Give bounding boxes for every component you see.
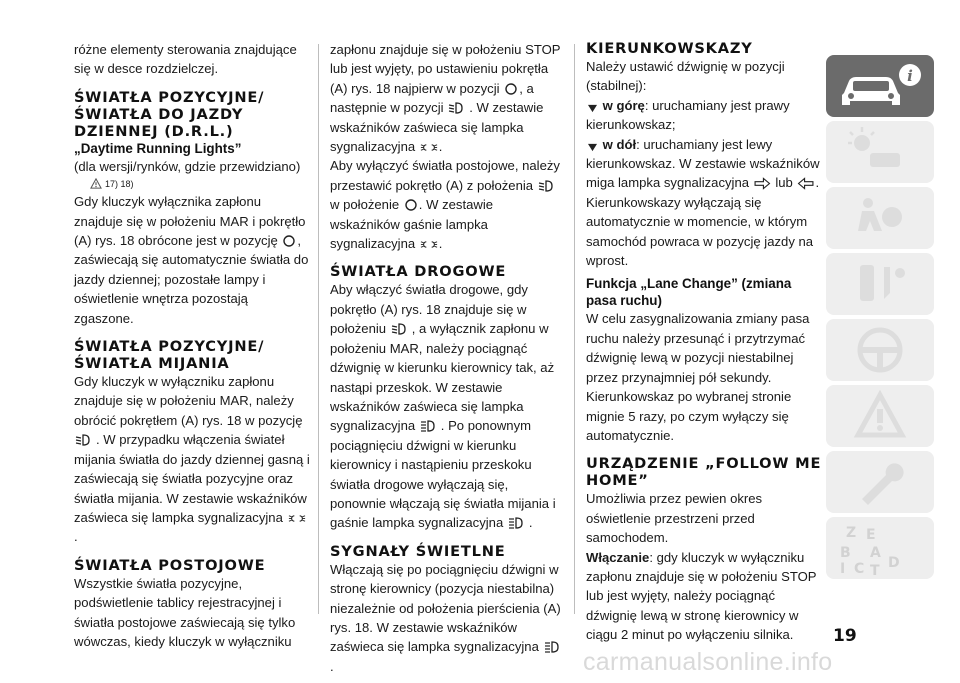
indicators-auto-off: Kierunkowskazy wyłączają się automatycznie w momencie, w którym samochód powraca w pozycję jazdy na wprost.	[586, 194, 814, 269]
index-letter: D	[888, 555, 900, 571]
parking-lights-paragraph: Wszystkie światła pozycyjne, podświetlenie tablicy rejestracyjnej i światła postojowe zaświecają się tylko wówczas, kiedy kluczyk w wyłączniku	[74, 575, 296, 649]
park-off-text-1: Aby wyłączyć światła postojowe, należy przestawić pokrętło (A) z położenia	[330, 158, 560, 193]
bullet-triangle-icon	[587, 104, 598, 113]
watermark: carmanualsonline.info	[583, 648, 833, 676]
index-letter: B	[840, 545, 851, 561]
high-text-4: .	[528, 515, 533, 531]
column-divider	[574, 44, 575, 614]
enable-label: Włączanie	[586, 549, 650, 565]
parking-lights-icon	[420, 141, 438, 154]
drl-subheading: „Daytime Running Lights”	[74, 140, 242, 156]
warning-triangle-icon	[90, 178, 102, 189]
pos-text-3: .	[74, 529, 78, 545]
park-text-2: , a następnie w pozycji	[330, 80, 534, 116]
tab-starting[interactable]	[826, 253, 934, 315]
high-text-2: , a wyłącznik zapłonu w położeniu MAR, należy pociągnąć dźwignię w kierunku kierownicy tak, aż nastąpi przeskok. W zestawie wskaźników zaświeca się lampka sygnalizacyjna	[330, 321, 555, 434]
index-letter: C	[854, 561, 865, 577]
tab-safety[interactable]	[826, 187, 934, 249]
tab-steering[interactable]	[826, 319, 934, 381]
park-text-4: .	[438, 139, 443, 155]
pos-text-1: Gdy kluczyk w wyłączniku zapłonu znajduje się w położeniu MAR, należy obrócić pokrętłem (A) rys. 18 w pozycję	[74, 374, 303, 428]
high-text-3: . Po ponownym pociągnięciu dźwigni w kierunku kierownicy i nastąpieniu przeskoku światła drogowe wyłączają się, ponownie włączają się światła mijania i gaśnie lampka sygnalizacyjna	[330, 418, 556, 531]
flash-paragraph	[330, 560, 566, 676]
follow-me-home-intro: Umożliwia przez pewien okres oświetlenie przestrzeni przed samochodem.	[586, 491, 763, 546]
high-beam-heading: ŚWIATŁA DROGOWE	[330, 263, 507, 281]
high-beam-icon	[420, 419, 440, 433]
tab-index[interactable]	[826, 517, 934, 579]
index-letter: A	[870, 545, 881, 561]
park-text-3: . W zestawie wskaźników zaświeca się lampka sygnalizacyjna	[330, 100, 544, 155]
position-lights-paragraph	[74, 372, 310, 547]
position-lights-heading: ŚWIATŁA POZYCYJNE/ŚWIATŁA MIJANIA	[74, 338, 265, 373]
turn-right-arrow-icon	[754, 177, 771, 190]
up-label: w górę	[602, 97, 645, 113]
intro-text: różne elementy sterowania znajdujące się w desce rozdzielczej.	[74, 42, 297, 77]
tab-lights[interactable]	[826, 121, 934, 183]
key-icon	[826, 253, 934, 315]
index-letter: Z	[846, 525, 857, 541]
low-beam-icon	[538, 179, 558, 193]
or-word: lub	[775, 175, 793, 191]
off-position-icon	[404, 198, 418, 212]
pos-text-2: . W przypadku włączenia świateł mijania światła do jazdy dziennej gasną i zaświecają się światła pozycyjne oraz światła mijania. W zestawie wskaźników zaświeca się lampka sygnalizacyjna	[74, 432, 310, 525]
alphabet-index-icon	[826, 517, 934, 579]
low-beam-icon	[448, 101, 468, 115]
tab-service[interactable]	[826, 451, 934, 513]
indicators-intro: Należy ustawić dźwignię w pozycji (stabilnej):	[586, 59, 785, 94]
warning-triangle-icon	[826, 385, 934, 447]
parking-continued-paragraph	[330, 40, 566, 156]
flash-text-1: Włączają się po pociągnięciu dźwigni w stronę kierownicy (pozycja niestabilna) niezależnie od położenia pierścienia (A) rys. 18. W zestawie wskaźników zaświeca się lampka sygnalizacyjna	[330, 561, 561, 655]
wrench-icon	[826, 451, 934, 513]
tab-car-info[interactable]	[826, 55, 934, 117]
tab-warning[interactable]	[826, 385, 934, 447]
column-3	[586, 40, 822, 645]
parking-lights-icon	[420, 238, 438, 251]
down-text: : uruchamiany jest lewy kierunkowskaz. W zestawie wskaźników miga lampka sygnalizacyjna	[586, 136, 820, 191]
flash-text-2: .	[330, 658, 334, 674]
off-position-icon	[504, 82, 518, 96]
follow-me-home-heading: URZĄDZENIE „FOLLOW ME HOME”	[586, 455, 822, 490]
drl-paragraph	[74, 192, 310, 328]
car-info-icon	[826, 55, 934, 117]
warning-refs-text: 17) 18)	[105, 179, 134, 190]
high-beam-icon	[508, 516, 528, 530]
high-beam-paragraph	[330, 280, 566, 532]
high-text-1: Aby włączyć światła drogowe, gdy pokrętło (A) rys. 18 znajduje się w położeniu	[330, 282, 528, 337]
park-off-text-4: .	[438, 236, 443, 252]
low-beam-icon	[391, 322, 411, 336]
column-2	[330, 40, 566, 676]
park-off-text-2: w położenie	[330, 197, 400, 213]
sun-lights-icon	[826, 121, 934, 183]
bullet-triangle-icon	[587, 143, 598, 152]
enable-text: : gdy kluczyk w wyłączniku zapłonu znajduje się w położeniu STOP lub jest wyjęty, należy pociągnąć dźwignię lewą w stronę kierownicy w ciągu 2 minut po wyłączeniu silnika.	[586, 549, 817, 643]
airbag-icon	[826, 187, 934, 249]
turn-left-arrow-icon	[797, 177, 814, 190]
off-position-icon	[282, 234, 296, 248]
column-1	[74, 40, 310, 651]
follow-me-home-enable	[586, 548, 822, 645]
low-beam-icon	[75, 433, 95, 447]
index-letter: T	[870, 563, 880, 579]
indicator-down-item: w dół: uruchamiany jest lewy kierunkowskaz. W zestawie wskaźników miga lampka sygnalizacyjna lub .	[586, 136, 820, 191]
warning-refs	[90, 177, 310, 191]
indicator-up-item	[586, 96, 822, 135]
park-off-text-3: . W zestawie wskaźników gaśnie lampka sygnalizacyjna	[330, 197, 494, 252]
up-text: : uruchamiany jest prawy kierunkowskaz;	[586, 97, 790, 133]
park-text-1: zapłonu znajduje się w położeniu STOP lub jest wyjęty, po ustawieniu pokrętła (A) rys. 18 najpierw w pozycji	[330, 42, 561, 96]
index-letter: E	[866, 527, 876, 543]
svg-text:i: i	[907, 67, 913, 85]
index-letter: I	[840, 561, 846, 577]
down-label: w dół	[602, 136, 637, 152]
steering-wheel-icon	[826, 319, 934, 381]
flash-heading: SYGNAŁY ŚWIETLNE	[330, 542, 506, 560]
parking-off-paragraph	[330, 156, 566, 253]
lane-change-paragraph: W celu zasygnalizowania zmiany pasa ruchu należy przesunąć i przytrzymać dźwignię lewą w pozycji niestabilnej przez przynajmniej pół sekundy. Kierunkowskaz po wybranej stronie mignie 5 razy, po czym wyłączy się automatycznie.	[586, 311, 810, 443]
parking-lights-heading: ŚWIATŁA POSTOJOWE	[74, 556, 266, 574]
drl-text-1: Gdy kluczyk wyłącznika zapłonu znajduje się w położeniu MAR i pokrętło (A) rys. 18 obrócone jest w pozycję	[74, 194, 306, 249]
indicators-heading: KIERUNKOWSKAZY	[586, 40, 753, 57]
drl-heading: ŚWIATŁA POZYCYJNE/ŚWIATŁA DO JAZDY DZIENNEJ (D.R.L.)	[74, 88, 265, 140]
column-divider	[318, 44, 319, 614]
high-beam-icon	[544, 640, 564, 654]
drl-text-2: , zaświecają się automatycznie światła do jazdy dziennej; pozostałe lampy i oświetlenie wnętrza pozostają zgaszone.	[74, 233, 309, 326]
drl-note: (dla wersji/rynków, gdzie przewidziano)	[74, 158, 301, 174]
lane-change-heading: Funkcja „Lane Change” (zmiana pasa ruchu)	[586, 276, 792, 309]
page-number: 19	[833, 626, 857, 646]
parking-lights-icon	[288, 512, 306, 525]
